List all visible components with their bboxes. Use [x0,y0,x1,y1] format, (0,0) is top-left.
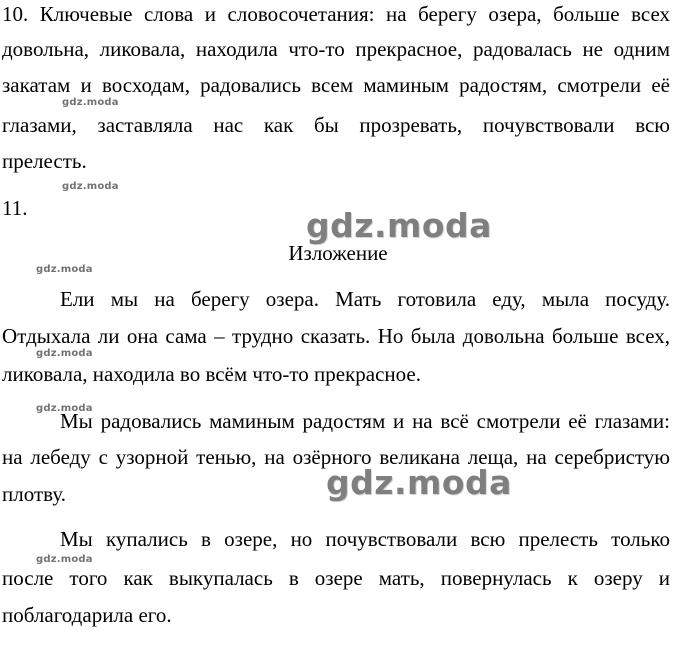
watermark-small: gdz.moda [36,554,93,565]
task10-line-4: глазами, заставляла нас как бы прозревать, почувствовали всю [2,113,670,137]
watermark-small: gdz.moda [62,181,119,192]
watermark-small: gdz.moda [36,348,93,359]
task11-number: 11. [2,196,28,220]
task10-line-1: 10. Ключевые слова и словосочетания: на берегу озера, больше всех [2,2,670,26]
watermark-large: gdz.moda [306,206,492,245]
par2-line-1: Мы радовались маминым радостям и на всё смотрели её глазами: [60,409,670,433]
par3-line-1: Мы купались в озере, но почувствовали всю прелесть только [60,527,670,551]
par1-line-3: ликовала, находила во всём что-то прекрасное. [2,362,421,386]
watermark-small: gdz.moda [62,97,119,108]
task10-line-2: довольна, ликовала, находила что-то прекрасное, радовалась не одним [2,37,670,61]
par3-line-2: после того как выкупалась в озере мать, повернулась к озеру и [2,566,670,590]
watermark-large: gdz.moda [326,463,512,502]
watermark-small: gdz.moda [36,403,93,414]
par2-line-2: на лебеду с узорной тенью, на озёрного великана леща, на серебристую [2,445,670,469]
essay-title: Изложение [288,241,388,265]
watermark-small: gdz.moda [36,264,93,275]
task10-line-3: закатам и восходам, радовались всем маминым радостям, смотрели её [2,73,670,97]
par1-line-2: Отдыхала ли она сама – трудно сказать. Но была довольна больше всех, [2,324,670,348]
par2-line-3: плотву. [2,482,66,506]
task10-line-5: прелесть. [2,149,87,173]
par3-line-3: поблагодарила его. [2,603,172,627]
par1-line-1: Ели мы на берегу озера. Мать готовила еду, мыла посуду. [60,287,670,311]
